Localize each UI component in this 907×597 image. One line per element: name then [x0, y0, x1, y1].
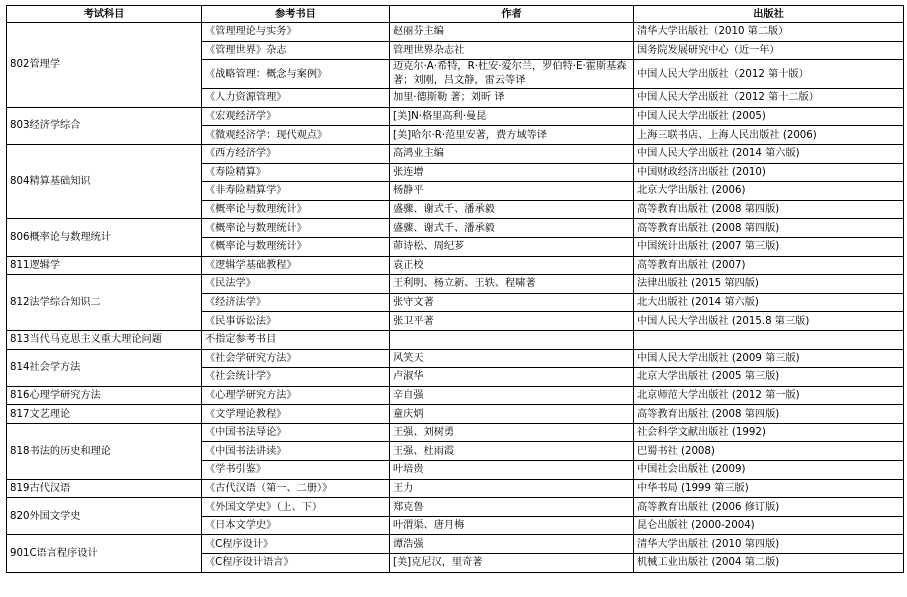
- author-cell: 王强、刘树勇: [390, 423, 634, 442]
- publisher-cell: 国务院发展研究中心（近一年）: [634, 41, 904, 60]
- book-title-cell: 《寿险精算》: [202, 163, 390, 182]
- book-title-cell: 《C程序设计》: [202, 535, 390, 554]
- table-row: [7, 107, 904, 126]
- publisher-cell: 中国统计出版社 (2007 第三版): [634, 237, 904, 256]
- book-title-cell: 《日本文学史》: [202, 516, 390, 535]
- header-book: 参考书目: [202, 6, 390, 23]
- author-cell: 辛自强: [390, 386, 634, 405]
- author-cell: 风笑天: [390, 349, 634, 368]
- table-row: [7, 144, 904, 163]
- author-cell: [美]哈尔·R·范里安著，费方域等译: [390, 126, 634, 145]
- author-cell: 王利明、杨立新、王轶、程啸著: [390, 275, 634, 294]
- book-title-cell: 《人力资源管理》: [202, 89, 390, 108]
- publisher-cell: 北京大学出版社 (2005 第三版): [634, 368, 904, 387]
- author-cell: 赵丽芬主编: [390, 23, 634, 42]
- book-title-cell: 《概率论与数理统计》: [202, 200, 390, 219]
- publisher-cell: 中国财政经济出版社 (2010): [634, 163, 904, 182]
- publisher-cell: 中国人民大学出版社 (2015.8 第三版): [634, 312, 904, 331]
- exam-subject-cell: 901C语言程序设计: [7, 535, 202, 572]
- exam-subject-cell: 819古代汉语: [7, 479, 202, 498]
- table-row: [7, 349, 904, 368]
- table-row: [7, 219, 904, 238]
- exam-subject-cell: 806概率论与数理统计: [7, 219, 202, 256]
- book-title-cell: 《心理学研究方法》: [202, 386, 390, 405]
- publisher-cell: [634, 330, 904, 349]
- publisher-cell: 社会科学文献出版社 (1992): [634, 423, 904, 442]
- author-cell: 迈克尔·A·希特，R·杜安·爱尔兰，罗伯特·E·霍斯基森 著；刘刚，吕文静，雷云等译: [390, 60, 634, 89]
- book-title-cell: 《概率论与数理统计》: [202, 219, 390, 238]
- book-title-cell: 《管理世界》杂志: [202, 41, 390, 60]
- table-header-row: [7, 6, 904, 23]
- exam-subject-cell: 803经济学综合: [7, 107, 202, 144]
- author-cell: 叶培贵: [390, 461, 634, 480]
- publisher-cell: 中国人民大学出版社 (2009 第三版): [634, 349, 904, 368]
- table-row: [7, 498, 904, 517]
- table-body: [7, 23, 904, 573]
- publisher-cell: 机械工业出版社 (2004 第二版): [634, 554, 904, 573]
- publisher-cell: 高等教育出版社 (2008 第四版): [634, 200, 904, 219]
- author-cell: 卢淑华: [390, 368, 634, 387]
- book-title-cell: 《西方经济学》: [202, 144, 390, 163]
- book-title-cell: 《概率论与数理统计》: [202, 237, 390, 256]
- author-cell: 王强、杜雨霞: [390, 442, 634, 461]
- publisher-cell: 巴蜀书社 (2008): [634, 442, 904, 461]
- publisher-cell: 清华大学出版社 (2010 第四版): [634, 535, 904, 554]
- publisher-cell: 中国人民大学出版社（2012 第十版）: [634, 60, 904, 89]
- author-cell: 谭浩强: [390, 535, 634, 554]
- author-cell: 王力: [390, 479, 634, 498]
- author-cell: 童庆炳: [390, 405, 634, 424]
- publisher-cell: 高等教育出版社 (2006 修订版): [634, 498, 904, 517]
- book-title-cell: 《管理理论与实务》: [202, 23, 390, 42]
- header-subject: 考试科目: [7, 6, 202, 23]
- book-title-cell: 《学书引鉴》: [202, 461, 390, 480]
- author-cell: [美]N·格里高利·曼昆: [390, 107, 634, 126]
- author-cell: [美]克尼汉，里奇著: [390, 554, 634, 573]
- publisher-cell: 北京师范大学出版社 (2012 第一版): [634, 386, 904, 405]
- publisher-cell: 昆仑出版社 (2000-2004): [634, 516, 904, 535]
- author-cell: 叶渭渠、唐月梅: [390, 516, 634, 535]
- exam-subject-cell: 804精算基础知识: [7, 144, 202, 218]
- header-publisher: 出版社: [634, 6, 904, 23]
- publisher-cell: 北大出版社 (2014 第六版): [634, 293, 904, 312]
- header-author: 作者: [390, 6, 634, 23]
- author-cell: 张连增: [390, 163, 634, 182]
- book-title-cell: 《中国书法导论》: [202, 423, 390, 442]
- table-row: [7, 535, 904, 554]
- publisher-cell: 中华书局 (1999 第三版): [634, 479, 904, 498]
- book-title-cell: 《经济法学》: [202, 293, 390, 312]
- publisher-cell: 高等教育出版社 (2008 第四版): [634, 405, 904, 424]
- table-row: [7, 256, 904, 275]
- publisher-cell: 中国社会出版社 (2009): [634, 461, 904, 480]
- publisher-cell: 中国人民大学出版社 (2005): [634, 107, 904, 126]
- author-cell: 管理世界杂志社: [390, 41, 634, 60]
- book-title-cell: 《外国文学史》（上、下）: [202, 498, 390, 517]
- author-cell: 袁正校: [390, 256, 634, 275]
- author-cell: 张卫平著: [390, 312, 634, 331]
- publisher-cell: 高等教育出版社 (2007): [634, 256, 904, 275]
- book-title-cell: 《民法学》: [202, 275, 390, 294]
- book-title-cell: 《C程序设计语言》: [202, 554, 390, 573]
- book-title-cell: 《社会学研究方法》: [202, 349, 390, 368]
- author-cell: 加里·德斯勒 著；刘昕 译: [390, 89, 634, 108]
- book-title-cell: 《古代汉语（第一、二册）》: [202, 479, 390, 498]
- exam-subject-cell: 817文艺理论: [7, 405, 202, 424]
- publisher-cell: 上海三联书店、上海人民出版社 (2006): [634, 126, 904, 145]
- book-title-cell: 《非寿险精算学》: [202, 182, 390, 201]
- book-title-cell: 《逻辑学基础教程》: [202, 256, 390, 275]
- reference-book-table: [6, 5, 904, 573]
- exam-subject-cell: 813当代马克思主义重大理论问题: [7, 330, 202, 349]
- exam-subject-cell: 814社会学方法: [7, 349, 202, 386]
- exam-subject-cell: 820外国文学史: [7, 498, 202, 535]
- author-cell: 盛骤、谢式千、潘承毅: [390, 200, 634, 219]
- author-cell: 郑克鲁: [390, 498, 634, 517]
- publisher-cell: 北京大学出版社 (2006): [634, 182, 904, 201]
- author-cell: [390, 330, 634, 349]
- table-row: [7, 479, 904, 498]
- table-row: [7, 386, 904, 405]
- exam-subject-cell: 811逻辑学: [7, 256, 202, 275]
- book-title-cell: 《宏观经济学》: [202, 107, 390, 126]
- table-row: [7, 275, 904, 294]
- book-title-cell: 《微观经济学：现代观点》: [202, 126, 390, 145]
- publisher-cell: 中国人民大学出版社（2012 第十二版）: [634, 89, 904, 108]
- publisher-cell: 中国人民大学出版社 (2014 第六版): [634, 144, 904, 163]
- author-cell: 茆诗松、周纪芗: [390, 237, 634, 256]
- book-title-cell: 《中国书法讲读》: [202, 442, 390, 461]
- publisher-cell: 法律出版社 (2015 第四版): [634, 275, 904, 294]
- publisher-cell: 高等教育出版社 (2008 第四版): [634, 219, 904, 238]
- table-row: [7, 330, 904, 349]
- exam-subject-cell: 812法学综合知识二: [7, 275, 202, 331]
- table-row: [7, 423, 904, 442]
- author-cell: 张守文著: [390, 293, 634, 312]
- author-cell: 杨静平: [390, 182, 634, 201]
- publisher-cell: 清华大学出版社（2010 第二版）: [634, 23, 904, 42]
- book-title-cell: 《文学理论教程》: [202, 405, 390, 424]
- table-row: [7, 405, 904, 424]
- exam-subject-cell: 816心理学研究方法: [7, 386, 202, 405]
- author-cell: 盛骤、谢式千、潘承毅: [390, 219, 634, 238]
- exam-subject-cell: 802管理学: [7, 23, 202, 108]
- book-title-cell: 不指定参考书目: [202, 330, 390, 349]
- book-title-cell: 《社会统计学》: [202, 368, 390, 387]
- table-row: [7, 23, 904, 42]
- book-title-cell: 《战略管理：概念与案例》: [202, 60, 390, 89]
- book-title-cell: 《民事诉讼法》: [202, 312, 390, 331]
- author-cell: 高鸿业主编: [390, 144, 634, 163]
- exam-subject-cell: 818书法的历史和理论: [7, 423, 202, 479]
